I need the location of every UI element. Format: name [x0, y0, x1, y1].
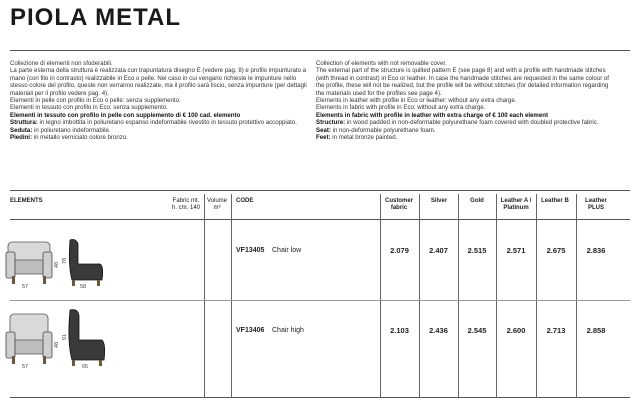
row-name: Chair high — [272, 327, 304, 334]
description-text: in poliuretano indeformabile. — [32, 126, 111, 134]
description-text: in legno imbottita in poliuretano espanso indeformabile rivestito in tessuto protettivo accoppiato. — [37, 119, 297, 127]
row-name: Chair low — [272, 247, 302, 254]
description-paragraph — [10, 67, 310, 97]
dim-width: 57 — [22, 284, 29, 290]
grid-line — [380, 194, 381, 398]
price-gold: 2.515 — [467, 246, 487, 255]
description-label: Elements in fabric with profile in leather with extra charge of € 100 each element — [316, 111, 548, 119]
header-leather-plus: Leather PLUS — [585, 198, 607, 211]
description-paragraph — [10, 112, 310, 119]
price-leather-plus: 2.836 — [586, 246, 606, 255]
price-leather-plus: 2.858 — [586, 326, 606, 335]
price-leather-b: 2.675 — [546, 246, 566, 255]
title-rule — [10, 50, 630, 51]
chair-low-front-icon — [4, 238, 54, 288]
description-text: in metal bronze painted. — [330, 134, 398, 142]
description-text: in wood padded in non-deformable polyurethane foam covered with doubled protective fabric. — [345, 119, 599, 127]
chair-high-side-icon — [64, 308, 108, 368]
description-label: Feet: — [316, 134, 331, 142]
price-customer: 2.103 — [390, 326, 409, 335]
row-code: VF13406 — [236, 327, 265, 334]
header-rule — [10, 219, 630, 220]
description-paragraph — [316, 60, 616, 67]
description-paragraph — [316, 112, 616, 119]
header-volume: Volume m³ — [206, 198, 227, 211]
description-paragraph — [10, 134, 310, 141]
header-fabric: Fabric mt. h. cm. 140 — [171, 198, 200, 211]
dim-depth: 58 — [80, 284, 87, 290]
description-text: Elements in fabric with profile in Eco: without any extra charge. — [316, 104, 486, 112]
description-paragraph — [316, 104, 616, 111]
row-divider — [10, 300, 630, 301]
grid-line — [576, 194, 577, 398]
description-text: Collection of elements with not removable cover. — [316, 60, 447, 67]
header-customer: Customer fabric — [384, 198, 413, 211]
dim-height: 91 — [62, 333, 69, 341]
price-silver: 2.407 — [429, 246, 448, 255]
page-title: PIOLA METAL — [10, 4, 181, 31]
grid-line — [536, 194, 537, 398]
price-silver: 2.436 — [429, 326, 448, 335]
description-text: Elementi in tessuto con profilo in Eco: senza supplemento. — [10, 104, 168, 112]
dim-seat-height: 48 — [54, 261, 61, 269]
description-label: Seat: — [316, 126, 331, 134]
description-paragraph — [316, 127, 616, 134]
description-label: Structure: — [316, 119, 346, 127]
description-paragraph — [316, 67, 616, 97]
description-text: in metallo verniciato colore bronzo. — [32, 134, 128, 142]
price-gold: 2.545 — [467, 326, 487, 335]
table-bottom-rule — [10, 397, 630, 398]
dim-depth: 65 — [82, 364, 89, 370]
description-paragraph — [10, 104, 310, 111]
grid-line — [458, 194, 459, 398]
description-label: Seduta: — [10, 126, 33, 134]
price-leather-a: 2.600 — [506, 326, 526, 335]
price-leather-a: 2.571 — [506, 246, 526, 255]
description-paragraph — [316, 119, 616, 126]
grid-line — [496, 194, 497, 398]
description-label: Elementi in tessuto con profilo in pelle con supplemento di € 100 cad. elemento — [10, 111, 241, 119]
description-label: Struttura: — [10, 119, 38, 127]
description-text: Collezione di elementi non sfoderabili. — [10, 60, 113, 67]
dim-seat-height: 48 — [54, 341, 61, 349]
chair-high-front-icon — [4, 312, 54, 370]
header-leather-b: Leather B — [541, 198, 569, 204]
description-label: Piedini: — [10, 134, 33, 142]
description-text: Elements in leather with profile in Eco or leather: without any extra charge. — [316, 97, 517, 105]
description-text: The external part of the structure is quilted pattern E (see page 8) and with a profile with handmade stitches (with thread in contrast) in Eco or leather. In case the handmade stitches are requested in the same colour of the profile, these will not be realized, but the profile will be without stitches (for detailed information regarding the materials used for the profiles see page 4). — [316, 67, 609, 97]
description-english — [316, 60, 616, 141]
header-leather-a: Leather A / Platinum — [500, 198, 532, 211]
description-paragraph — [316, 97, 616, 104]
grid-line — [204, 194, 205, 398]
grid-line — [419, 194, 420, 398]
grid-line — [231, 194, 232, 398]
description-text: La parte esterna della struttura è realizzata con trapuntatura disegno E (vedere pag. 8) e profilo impunturato a mano (con filo in contrasto) realizzabile in Eco o pelle. Nel caso in cui vengano richieste le impunture nello stesso colore del profilo, queste non verranno realizzate, ma il profilo sarà liscio, senza impunture (per dettagli materiali per il profilo vedere pag. 4). — [10, 67, 307, 97]
price-customer: 2.079 — [390, 246, 409, 255]
description-paragraph — [10, 119, 310, 126]
dim-height: 78 — [62, 257, 69, 265]
header-silver: Silver — [430, 198, 448, 204]
chair-low-side-icon — [64, 236, 106, 288]
header-elements: ELEMENTS — [10, 198, 43, 204]
description-text: Elementi in pelle con profilo in Eco o pelle: senza supplemento. — [10, 97, 181, 105]
description-paragraph — [10, 127, 310, 134]
row-code: VF13405 — [236, 247, 265, 254]
description-paragraph — [316, 134, 616, 141]
dim-width: 57 — [22, 364, 29, 370]
description-italian — [10, 60, 310, 141]
header-code: CODE — [236, 198, 254, 204]
description-paragraph — [10, 60, 310, 67]
description-rule — [10, 190, 630, 191]
price-leather-b: 2.713 — [546, 326, 566, 335]
description-text: in non-deformable polyurethane foam. — [330, 126, 436, 134]
header-gold: Gold — [470, 198, 484, 204]
description-paragraph — [10, 97, 310, 104]
